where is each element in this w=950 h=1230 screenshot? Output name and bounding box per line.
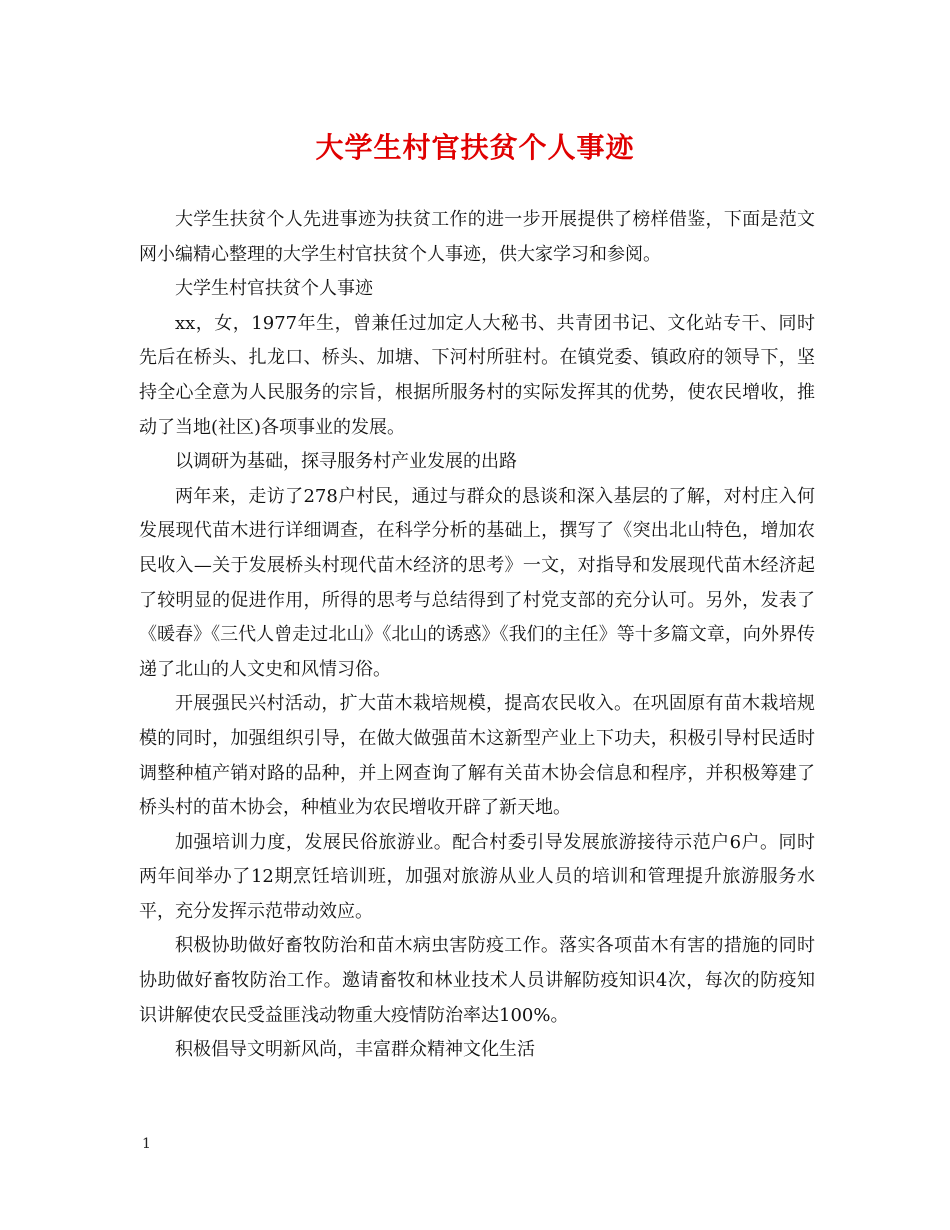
- paragraph-epidemic: 积极协助做好畜牧防治和苗木病虫害防疫工作。落实各项苗木有害的措施的同时协助做好畜牧防治工作。邀请畜牧和林业技术人员讲解防疫知识4次，每次的防疫知识讲解使农民受益匪浅动物重大疫情防治率达100%。: [139, 935, 815, 1026]
- paragraph-seedlings: 开展强民兴村活动，扩大苗木栽培规模，提高农民收入。在巩固原有苗木栽培规模的同时，加强组织引导，在做大做强苗木这新型产业上下功夫，积极引导村民适时调整种植产销对路的品种，并上网查询了解有关苗木协会信息和程序，并积极筹建了桥头村的苗木协会，种植业为农民增收开辟了新天地。: [139, 693, 815, 819]
- paragraph-profile: xx，女，1977年生，曾兼任过加定人大秘书、共青团书记、文化站专干、同时先后在桥头、扎龙口、桥头、加塘、下河村所驻村。在镇党委、镇政府的领导下，坚持全心全意为人民服务的宗旨，根据所服务村的实际发挥其的优势，使农民增收，推动了当地(社区)各项事业的发展。: [139, 312, 815, 438]
- paragraph-intro: 大学生扶贫个人先进事迹为扶贫工作的进一步开展提供了榜样借鉴，下面是范文网小编精心整理的大学生村官扶贫个人事迹，供大家学习和参阅。: [139, 209, 815, 265]
- paragraph-heading-research: 以调研为基础，探寻服务村产业发展的出路: [175, 451, 517, 473]
- document-title: 大学生村官扶贫个人事迹: [315, 131, 635, 164]
- page-number: 1: [142, 1136, 151, 1152]
- paragraph-subtitle: 大学生村官扶贫个人事迹: [175, 278, 373, 300]
- paragraph-heading-culture: 积极倡导文明新风尚，丰富群众精神文化生活: [175, 1039, 535, 1061]
- paragraph-tourism: 加强培训力度，发展民俗旅游业。配合村委引导发展旅游接待示范户6户。同时两年间举办了12期烹饪培训班，加强对旅游从业人员的培训和管理提升旅游服务水平，充分发挥示范带动效应。: [139, 831, 815, 922]
- paragraph-research: 两年来，走访了278户村民，通过与群众的恳谈和深入基层的了解，对村庄入何发展现代苗木进行详细调查，在科学分析的基础上，撰写了《突出北山特色，增加农民收入—关于发展桥头村现代苗木经济的思考》一文，对指导和发展现代苗木经济起了较明显的促进作用，所得的思考与总结得到了村党支部的充分认可。另外，发表了《暖春》《三代人曾走过北山》《北山的诱惑》《我们的主任》等十多篇文章，向外界传递了北山的人文史和风情习俗。: [139, 485, 815, 680]
- document-body: [139, 203, 815, 1068]
